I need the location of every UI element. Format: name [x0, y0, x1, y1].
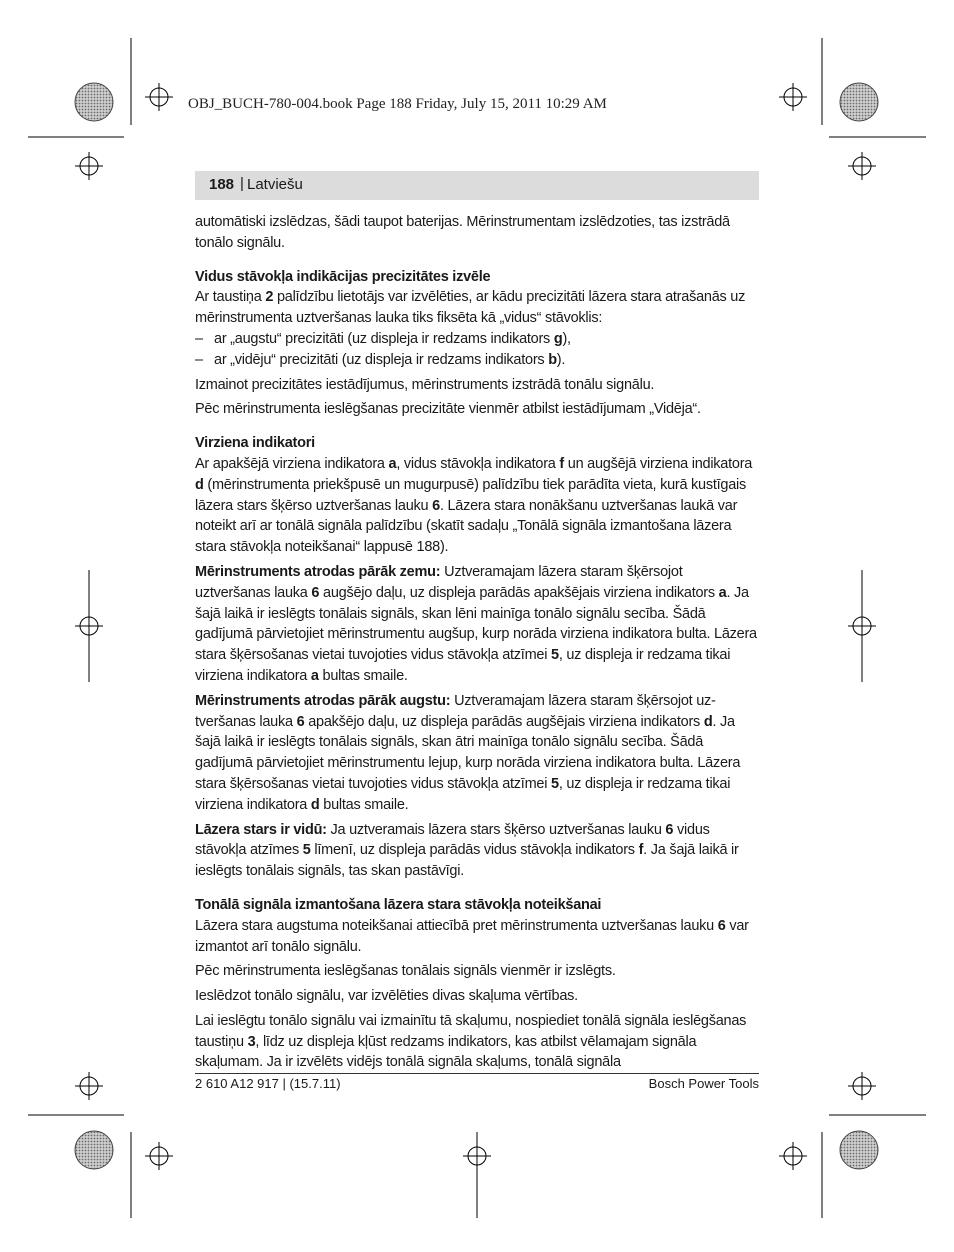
precision-default-paragraph: Pēc mērinstrumenta ieslēgšanas precizitāte vienmēr atbilst iestādījumam „Vidēja“.	[195, 401, 701, 418]
tone-volume-paragraph: Ieslēdzot tonālo signālu, var izvēlēties divas skaļuma vērtības.	[195, 988, 578, 1005]
intro-paragraph: automātiski izslēdzas, šādi taupot baterijas. Mērinstrumentam izslēdzoties, tas izstrādā tonālo signālu.	[195, 214, 730, 251]
section-heading-tone: Tonālā signāla izmantošana lāzera stara stāvokļa noteikšanai	[195, 896, 602, 913]
tone-switch-paragraph: Lai ieslēgtu tonālo signālu vai izmainītu tā skaļumu, nospiediet tonālā signāla ieslēgšanas taustiņu 3, līdz uz displeja kļūst redzams indikators, kas atbilst vēlamajam signāla skaļumam. Ja ir izvēlēts vidējs tonālā signāla skaļums, tonālā signāla	[195, 1012, 747, 1071]
direction-paragraph: Ar apakšējā virziena indikatora a, vidus stāvokļa indikatora f un augšējā virziena indikatora d (mērinstrumenta priekšpusē un mugurpusē) palīdzību tiek parādīta vieta, kurā kustīgais lāzera stars šķērso uztveršanas lauku 6. Lāzera stara nonākšanu uztveršanas laukā var noteikt arī ar tonālā signāla palīdzību (skatīt sadaļu „Tonālā signāla izmantošana lāzera stara stāvokļa noteikšanai“ lappusē 188).	[195, 455, 753, 556]
section-heading-precision: Vidus stāvokļa indikācijas precizitātes izvēle	[195, 268, 491, 285]
section-heading-direction: Virziena indikatori	[195, 435, 315, 452]
page-header	[195, 171, 759, 200]
tone-default-paragraph: Pēc mērinstrumenta ieslēgšanas tonālais signāls vienmēr ir izslēgts.	[195, 963, 616, 980]
precision-paragraph: Ar taustiņa 2 palīdzību lietotājs var izvēlēties, ar kādu precizitāti lāzera stara atrašanās uz mērinstrumenta uztveršanas lauka tiks fiksēta kā „vidus“ stāvoklis:	[195, 289, 746, 327]
list-item: – ar „augstu“ precizitāti (uz displeja ir redzams indikators g),	[195, 330, 571, 347]
footer-doc-number: 2 610 A12 917 | (15.7.11)	[195, 1076, 341, 1091]
print-info-line: OBJ_BUCH-780-004.book Page 188 Friday, July 15, 2011 10:29 AM	[188, 96, 607, 112]
page-body	[195, 212, 761, 1077]
footer-brand: Bosch Power Tools	[648, 1076, 759, 1091]
footer-rule	[195, 1073, 759, 1074]
centered-paragraph: Lāzera stars ir vidū: Ja uztveramais lāzera stars šķērso uztveršanas lauku 6 vidus stāvokļa atzīmes 5 līmenī, uz displeja parādās vidus stāvokļa indikators f. Ja šajā laikā ir ieslēgts tonālais signāls, tas skan pastāvīgi.	[195, 821, 739, 880]
header-separator: |	[240, 175, 244, 192]
precision-change-paragraph: Izmainot precizitātes iestādījumus, mērinstruments izstrādā tonālu signālu.	[195, 376, 655, 393]
tone-paragraph: Lāzera stara augstuma noteikšanai attiecībā pret mērinstrumenta uztveršanas lauku 6 var izmantot arī tonālo signālu.	[195, 917, 749, 955]
too-high-paragraph: Mērinstruments atrodas pārāk augstu: Uztveramajam lāzera staram šķērsojot uztveršanas lauka 6 apakšējo daļu, uz displeja parādās augšējais virziena indikators d. Ja šajā laikā ir ieslēgts tonālais signāls, skan ātri mainīga tonālo signālu secība. Šādā gadījumā pārvietojiet mērinstrumentu lejup, kurp norāda virziena indikatora bulta. Lāzera stara šķērsošanas vietai tuvojoties vidus stāvokļa atzīmei 5, uz displeja ir redzama tikai virziena indikatora d bultas smaile.	[195, 692, 741, 813]
too-low-paragraph: Mērinstruments atrodas pārāk zemu: Uztveramajam lāzera staram šķērsojot uztveršanas lauka 6 augšējo daļu, uz displeja parādās apakšējais virziena indikators a. Ja šajā laikā ir ieslēgts tonālais signāls, skan lēni mainīga tonālo signālu secība. Šādā gadījumā pārvietojiet mērinstrumentu augšup, kurp norāda virziena indikatora bulta. Lāzera stara šķērsošanas vietai tuvojoties vidus stāvokļa atzīmei 5, uz displeja ir redzama tikai virziena indikatora a bultas smaile.	[195, 563, 757, 684]
list-item: – ar „vidēju“ precizitāti (uz displeja ir redzams indikators b).	[195, 351, 566, 368]
header-language: Latviešu	[247, 176, 303, 193]
page-number: 188	[209, 176, 235, 193]
